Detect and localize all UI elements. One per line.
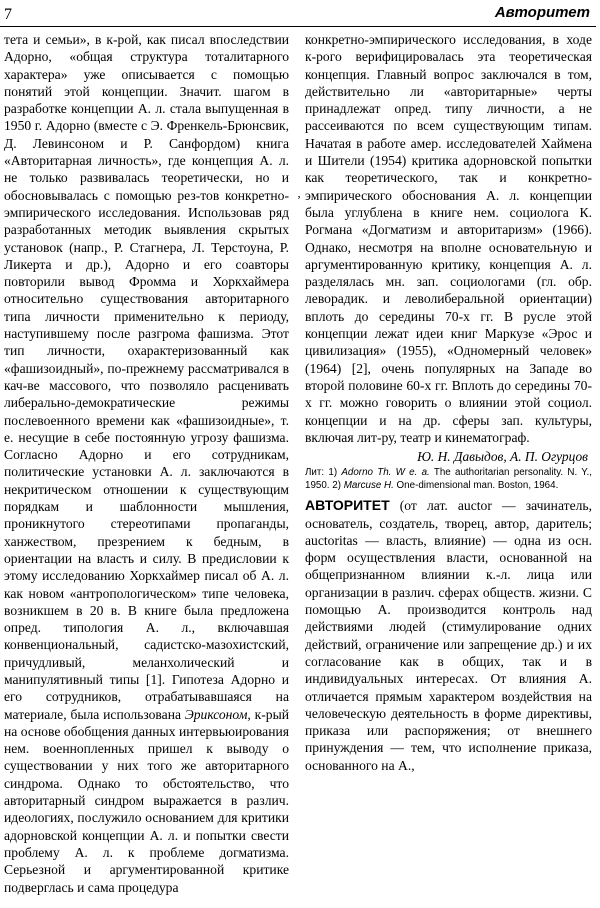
- lit-label: Лит:: [305, 467, 325, 479]
- header-rule: [0, 26, 596, 27]
- ref-number: 1): [328, 467, 338, 479]
- text-column-left: [4, 31, 289, 896]
- text-column-right: [305, 448, 592, 774]
- person-name-italic: Эриксоном,: [184, 706, 251, 722]
- page-number: 7: [4, 6, 12, 23]
- body-paragraph-continued-right: конкретно-эмпирического исследования, в ходе к-рого верифицировалась эта теоретическая концепция. Главный вопрос заключался в том, действительно ли «авторитарные» черты принадлежат опред. типу личности, а не рассеиваются по всем существующим типам. Начатая в работе амер. исследователей Хаймена и Шители (1954) критика адорновской попытки как теоретического, так и конкретно-эмпирического обоснования А. л. концепции была углублена в книге нем. социолога К. Рогмана «Догматизм и авторитаризм» (1966). Однако, несмотря на вполне основательную и аргументированную критику, концепция А. л. разделялась мн. зап. социологами (гл. обр. леворадик. и леволиберальной ориентации) вплоть до середины 70-х гг. В русле этой концепции лежат идеи книг Маркузе «Эрос и цивилизация» (1955), «Одномерный человек» (1964) [2], очень популярных на Западе во второй половине 60-х гг. Вплоть до середины 70-х гг. можно говорить о влиянии этой социол. концепции и на др. сферы зап. культуры, включая лит-ру, театр и кинематограф.: [305, 32, 592, 445]
- paragraph-text-end: к-рый на основе обобщения данных интервьюирования нем. военнопленных пришел к выводу о существовании у них того же авторитарного синдрома. Однако то обстоятельство, что авторитарный синдром выражается в различ. идеологиях, послужило основанием для критики адорновской концепции А. л. и попытки свести проблему А. л. к проблеме догматизма. Серьезной и аргументированной критике подверглась и сама процедура: [4, 706, 289, 895]
- entry-headword: АВТОРИТЕТ: [305, 497, 390, 514]
- ref-number: 2): [332, 479, 341, 491]
- entry-text: (от лат. auctor — зачинатель, основатель, создатель, творец, автор, даритель; auctoritas — власть, влияние) — одна из осн. форм осуществления власти, основанной на общепризнанном влиянии к.-л. лица или организации в различ. сферах обществ. жизни. С помощью А. производится контроль над действиями людей (стимулирование одних действий, ограничение или запрещение др.) и их согласование как в общих, так и в индивидуальных интересах. От влияния А. отличается прямым характером воздействия на человеческую деятельность в форме директивы, приказа или распоряжения; от внешнего принуждения — тем, что исполнение приказа, основанного на А.,: [305, 498, 592, 773]
- body-paragraph-continued: [4, 31, 289, 896]
- ref-author: Adorno Th. W e. a.: [341, 467, 430, 479]
- article-authors: Ю. Н. Давыдов, А. П. Огурцов: [417, 449, 588, 465]
- literature-references: [305, 467, 592, 492]
- dictionary-entry: [305, 497, 592, 774]
- text-column-right-continued: [305, 31, 592, 446]
- ref-author: Marcuse H.: [343, 479, 394, 491]
- ref-title: The authoritarian personality. N. Y., 1950.: [305, 467, 592, 491]
- running-title: Авторитет: [494, 4, 590, 21]
- margin-mark: ‚: [297, 186, 301, 200]
- paragraph-text: тета и семьи», в к-рой, как писал впоследствии Адорно, «общая структура тоталитарного характера» уже описывается с помощью понятий этой концепции. Значит. шагом в разработке концепции А. л. стала выпущенная в 1950 г. Адорно (вместе с Э. Френкель-Брюнсвик, Д. Левинсоном и Р. Санфордом) книга «Авторитарная личность», где концепция А. л. не только развивалась теоретически, но и обосновывалась с помощью рез-тов конкретно-эмпирического исследования. Использовав ряд разработанных методик выявления скрытых установок (напр., Р. Стагнера, Л. Терстоуна, Р. Ликерта и др.), Адорно и его соавторы повторили вывод Фромма и Хоркхаймера относительно существования авторитарного типа личности применительно к периоду, наступившему после разгрома фашизма. Этот тип личности, охарактеризованный как «фашизоидный», по-прежнему рассматривался в кач-ве массового, что позволяло расценивать либерально-демократические режимы послевоенного времени как «фашизоидные», т. е. несущие в себе постоянную угрозу фашизма. Согласно Адорно и его сотрудникам, политические установки А. л. заключаются в некритическом отношении к существующим порядкам и шаблонности мышления, проникнутого стереотипами пропаганды, ханжеством, презрением к бедным, в ориентации на власть и силу. В предисловии к этому исследованию Хоркхаймер писал об А. л. как новом «антропологическом» типе человека, возникшем в 20 в. В книге была предложена опред. типология А. л., включавшая конвенциональный, садистско-мазохистский, причудливый, меланхолический и манипулятивный типы [1]. Гипотеза Адорно и его сотрудников, отрабатывавшаяся на материале, была использована: [4, 32, 289, 722]
- ref-title: One-dimensional man. Boston, 1964.: [396, 479, 559, 491]
